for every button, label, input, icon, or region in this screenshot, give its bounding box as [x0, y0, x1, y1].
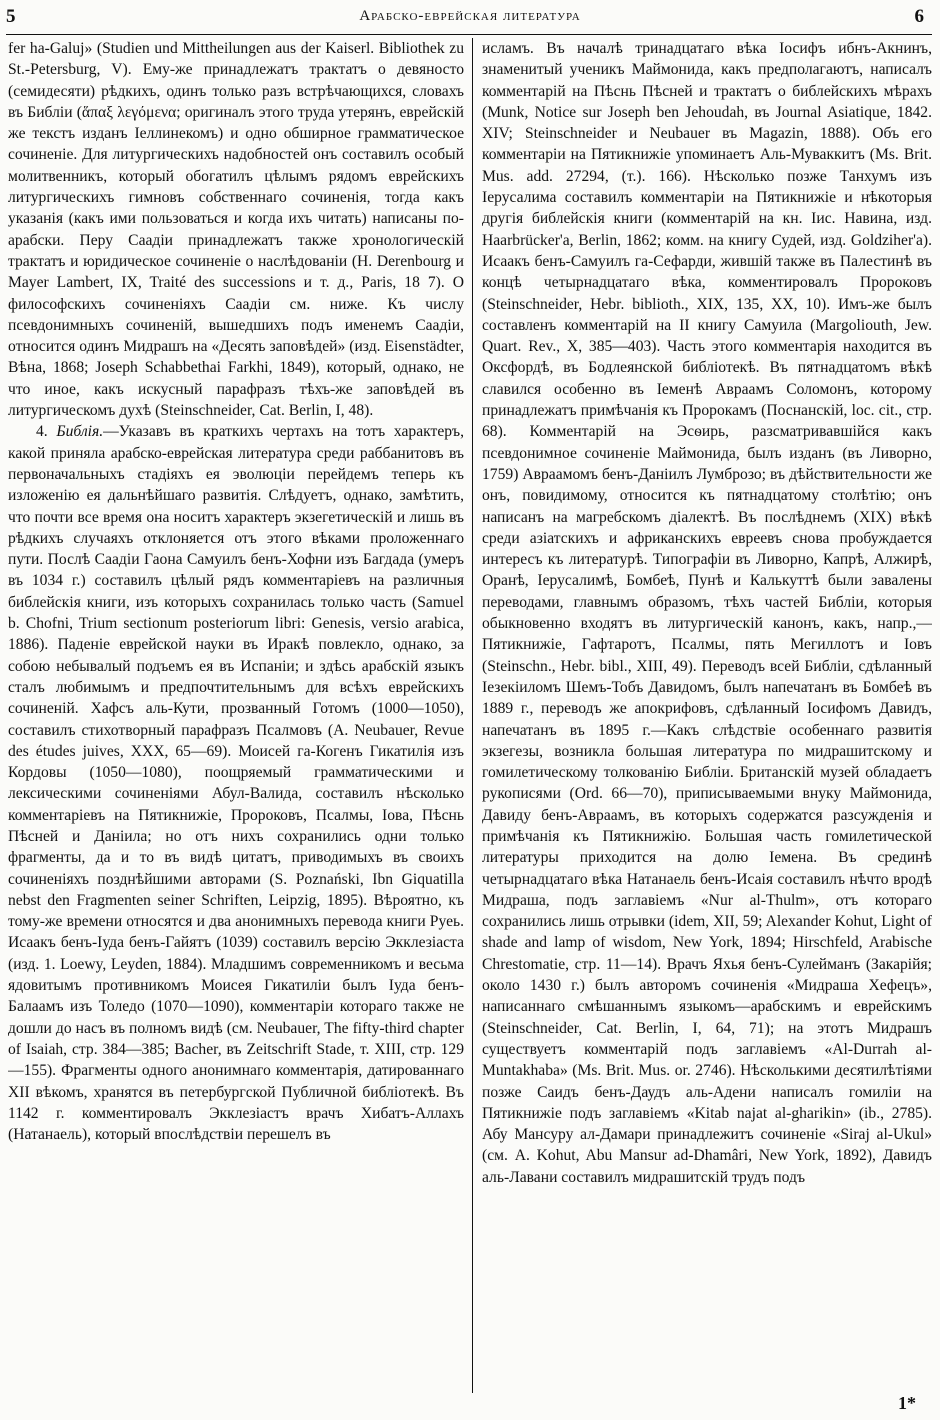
right-column: [482, 38, 932, 1388]
paragraph-bible: [8, 421, 464, 1145]
running-title: Арабско-еврейская литература: [359, 8, 581, 24]
header-rule: [6, 34, 932, 35]
left-column: [8, 38, 464, 1388]
page-number-right: 6: [914, 6, 924, 27]
paragraph: исламъ. Въ началѣ тринадцатаго вѣка Іосифъ ибнъ-Акнинъ, знаменитый ученикъ Маймонида, какъ предполагаютъ, написалъ комментарій на Пѣснь Пѣсней и трактатъ о библейскихъ мѣрахъ (Munk, Notice sur Joseph ben Jehoudah, въ Journal Asiatique, 1842. XIV; Steinschneider и Neubauer въ Magazin, 1888). Объ его комментаріи на Пятикнижіе упоминаетъ Аль-Муваккитъ (Ms. Brit. Mus. add. 27294, (т.). 166). Нѣсколько позже Танхумъ изъ Іерусалима составилъ комментаріи на Пятикнижіе и нѣкоторыя другія библейскія книги (комментарій на кн. Іис. Навина, изд. Haarbrücker'a, Berlin, 1862; комм. на книгу Судей, изд. Goldziher'a). Исаакъ бенъ-Самуилъ га-Сефарди, жившій также въ Палестинѣ въ концѣ четырнадцатаго вѣка, комментировалъ Пророковъ (Steinschneider, Hebr. biblioth., XIX, 135, XX, 10). Имъ-же былъ составленъ комментарій на II книгу Самуила (Margoliouth, Jew. Quart. Rev., X, 385—403). Часть этого комментарія находится въ Оксфордѣ, въ Бодлеянской библіотекѣ. Въ пятнадцатомъ вѣкѣ славился особенно въ Іеменѣ Авраамъ Соломонъ, которому принадлежатъ примѣчанія къ Пророкамъ (Поснанскій, loc. cit., стр. 68). Комментарій на Эсѳирь, разсматривавшійся какъ псевдонимное сочиненіе Маймонида, былъ изданъ (въ Ливорно, 1759) Авраамомъ бенъ-Даніилъ Лумброзо; въ дѣйствительности же онъ, повидимому, относится къ пятнадцатому столѣтію; онъ написанъ на магребскомъ діалектѣ. Въ послѣднемъ (XIX) вѣкѣ среди азіатскихъ и африканскихъ евреевъ снова пробуждается интересъ къ литературѣ. Типографіи въ Ливорно, Капрѣ, Алжирѣ, Оранѣ, Іерусалимѣ, Бомбеѣ, Пунѣ и Калькуттѣ были завалены переводами, главнымъ образомъ, тѣхъ частей Библіи, которыя обыкновенно входятъ въ литургическій канонъ, какъ, напр.,—Пятикнижіе, Гафтаротъ, Псалмы, пять Мегиллотъ и Іовъ (Steinschn., Hebr. bibl., XIII, 49). Переводъ всей Библіи, сдѣланный Іезекіиломъ Шемъ-Тобъ Давидомъ, былъ напечатанъ въ Бомбеѣ въ 1889 г., переводъ же апокрифовъ, сдѣланный Іосифомъ Давидъ, напечатанъ въ 1895 г.—Какъ слѣдствіе особеннаго развитія экзегезы, возникла большая литература по мидрашитскому и гомилетическому толкованію Библіи. Британскій музей обладаетъ рукописями (Ord. 66—70), приписываемыми внуку Маймонида, Давиду бенъ-Авраамъ, въ которыхъ содержатся разсужденія и примѣчанія къ Пятикнижію. Большая часть гомилетической литературы приходится на долю Іемена. Въ срединѣ четырнадцатаго вѣка Натанаель бенъ-Исаія составилъ нѣчто вродѣ Мидраша, подъ заглавіемъ «Nur al-Thulm», отъ котораго сохранились лишь отрывки (idem, XII, 59; Alexander Kohut, Light of shade and lamp of wisdom, New York, 1894; Hirschfeld, Arabische Chrestomatie, стр. 11—14). Врачъ Яхья бенъ-Сулейманъ (Закарійя; около 1430 г.) былъ авторомъ сочиненія «Мидраша Хефецъ», написаннаго смѣшаннымъ языкомъ—арабскимъ и еврейскимъ (Steinschneider, Cat. Berlin, I, 64, 71); на этотъ Мидрашъ существуетъ комментарій подъ заглавіемъ «Al-Durrah al-Muntakhaba» (Ms. Brit. Mus. or. 2746). Нѣсколькими десятилѣтіями позже Саидъ бенъ-Даудъ аль-Адени написалъ гомиліи на Пятикнижіе подъ заглавіемъ «Kitab najat al-gharikin» (ib., 2785). Абу Мансуру ал-Дамари принадлежитъ сочиненіе «Siraj al-Ukul» (см. A. Kohut, Abu Mansur ad-Dhamâri, New York, 1892), Давидъ аль-Лавани составилъ мидрашитскій трудъ подъ: [482, 40, 932, 1186]
paragraph: fer ha-Galuj» (Studien und Mittheilungen aus der Kaiserl. Bibliothek zu St.-Petersburg, V). Ему-же принадлежатъ трактатъ о девяносто (семидесяти) рѣдкихъ, одинъ только разъ встрѣчающихся, словахъ въ Библіи (ἅπαξ λεγόμενα; оригиналъ этого труда утерянъ, еврейскій же текстъ изданъ Іеллинекомъ) и одно обширное грамматическое сочиненіе. Для литургическихъ надобностей онъ составилъ особый молитвенникъ, который обогатилъ цѣлымъ рядомъ еврейскихъ литургическихъ гимновъ собственнаго сочиненія, тогда какъ указанія (какъ ими пользоваться и когда ихъ читать) написаны по-арабски. Перу Саадіи принадлежатъ также хронологическій трактатъ и юридическое сочиненіе о наслѣдованіи (H. Derenbourg и Mayer Lambert, IX, Traité des successions и т. д., Paris, 18 7). О философскихъ сочиненіяхъ Саадіи см. ниже. Къ числу псевдонимныхъ сочиненій, вышедшихъ подъ именемъ Саадіи, относится одинъ Мидрашъ на «Десять заповѣдей» (изд. Eisenstädter, Вѣна, 1868; Joseph Schabbethai Farkhi, 1849), который, однако, не что иное, какъ искусный парафразъ тѣхъ-же заповѣдей въ литургическомъ духѣ (Steinschneider, Cat. Berlin, I, 48).: [8, 40, 464, 420]
page-number-left: 5: [6, 6, 16, 27]
section-number: 4.: [36, 423, 57, 441]
page-header: [6, 6, 934, 30]
section-body: —Указавъ въ краткихъ чертахъ на тотъ характеръ, какой приняла арабско-еврейская литература среди раббанитовъ въ первоначальныхъ стадіяхъ ея эволюціи перейдемъ теперь къ изложенію ея дальнѣйшаго развитія. Слѣдуетъ, однако, замѣтить, что почти все время она носитъ характеръ экзегетическій и лишь въ рѣдкихъ случаяхъ отклоняется отъ этого вѣками проложеннаго пути. Послѣ Саадіи Гаона Самуилъ бенъ-Хофни изъ Багдада (умеръ въ 1034 г.) составилъ цѣлый рядъ комментаріевъ на различныя библейскія книги, изъ которыхъ сохранилась только часть (Samuel b. Chofni, Trium sectionum posteriorum libri: Genesis, versio arabica, 1886). Паденіе еврейской науки въ Иракѣ повлекло, однако, за собою небывалый подъемъ ея въ Испаніи; и здѣсь арабскій языкъ сталъ любимымъ и предпочтительнымъ для всѣхъ еврейскихъ сочиненій. Хафсъ аль-Кути, прозванный Готомъ (1000—1050), составилъ стихотворный парафразъ Псалмовъ (A. Neubauer, Revue des études juives, XXX, 65—69). Моисей га-Когенъ Гикатилія изъ Кордовы (1050—1080), поощряемый грамматическими и лексическими сочиненіями Абул-Валида, составилъ нѣсколько комментаріевъ на Пятикнижіе, Пророковъ, Псалмы, Іова, Пѣснь Пѣсней и Даніила; но отъ нихъ сохранились одни только фрагменты, да и то въ видѣ цитатъ, приводимыхъ въ своихъ сочиненіяхъ позднѣйшими авторами (S. Poznański, Ibn Giquatilla nebst den Fragmenten seiner Schriften, Leipzig, 1895). Вѣроятно, къ тому-же времени относятся и два анонимныхъ перевода книги Руеь. Исаакъ бенъ-Іуда бенъ-Гайятъ (1039) составилъ версію Экклезіаста (изд. 1. Loewy, Leyden, 1884). Младшимъ современникомъ и весьма ядовитымъ противникомъ Моисея Гикатиліи былъ Іуда бенъ-Балаамъ изъ Толедо (1070—1090), комментаріи котораго также не дошли до насъ въ полномъ видѣ (см. Neubauer, The fifty-third chapter of Isaiah, стр. 384—385; Bacher, въ Zeitschrift Stade, т. XIII, стр. 129—155). Фрагменты одного анонимнаго комментарія, датированнаго XII вѣкомъ, хранятся въ петербургской Публичной библіотекѣ. Въ 1142 г. комментировалъ Экклезіастъ врачъ Хибатъ-Аллахъ (Натанаель), который впослѣдствіи перешелъ въ: [8, 423, 464, 1144]
section-heading: Библія.: [56, 423, 104, 441]
signature-mark: 1*: [898, 1393, 916, 1413]
column-divider: [472, 38, 473, 1393]
